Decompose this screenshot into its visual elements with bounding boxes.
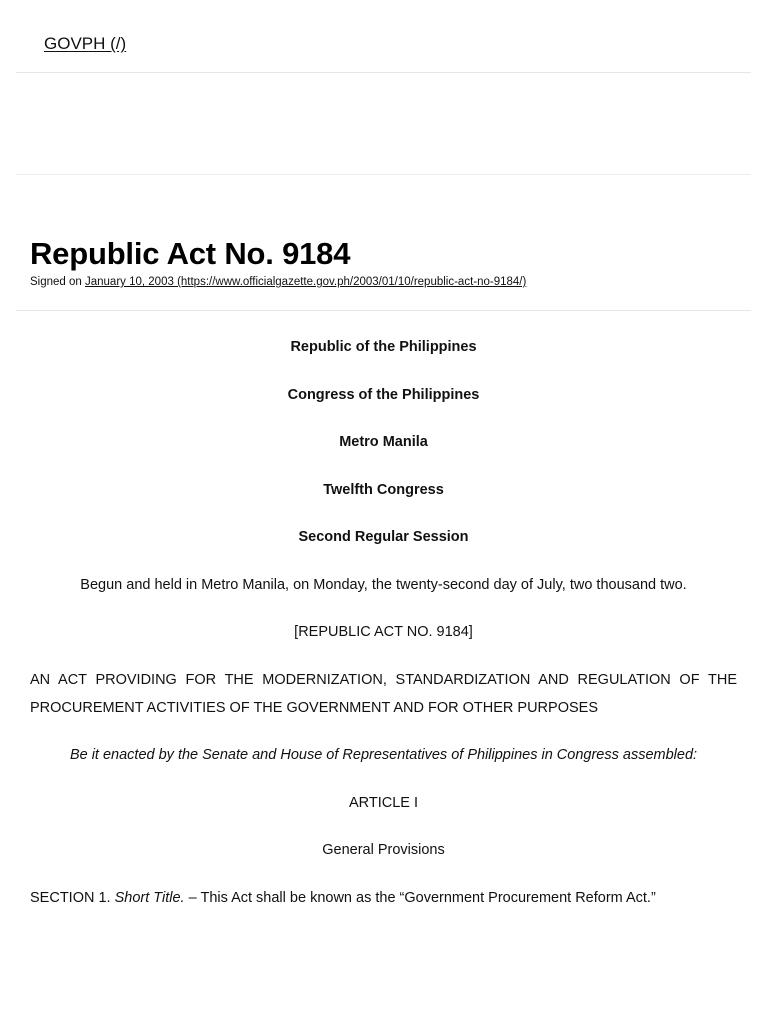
article-body [30, 333, 737, 912]
location-heading: Metro Manila [339, 434, 428, 450]
congress-heading: Congress of the Philippines [287, 386, 480, 403]
section-1 [30, 884, 737, 912]
section-1-title: Short Title. [114, 889, 185, 906]
page-title: Republic Act No. 9184 [30, 236, 351, 271]
session-heading: Second Regular Session [298, 529, 469, 545]
enacting-clause: Be it enacted by the Senate and House of Representatives of Philippines in Congress assembled: [69, 747, 698, 763]
act-number: [REPUBLIC ACT NO. 9184] [294, 624, 473, 640]
republic-heading: Republic of the Philippines [290, 339, 477, 355]
govph-link[interactable]: GOVPH (/) [44, 34, 127, 53]
article-header [16, 176, 751, 311]
article-name: General Provisions [322, 842, 445, 858]
signed-prefix: Signed on [30, 276, 82, 288]
congress-number-heading: Twelfth Congress [323, 481, 444, 498]
signed-date-line [30, 276, 526, 288]
signed-date-link[interactable]: January 10, 2003 (https://www.officialgazette.gov.ph/2003/01/10/republic-act-no-9184/) [85, 276, 527, 288]
section-1-label: SECTION 1. [30, 889, 111, 906]
article-heading: ARTICLE I [348, 794, 419, 811]
top-navigation-bar [16, 0, 751, 73]
begun-paragraph: Begun and held in Metro Manila, on Monday, the twenty-second day of July, two thousand two. [80, 576, 687, 593]
section-1-text: – This Act shall be known as the “Government Procurement Reform Act.” [188, 889, 656, 906]
banner-area [16, 73, 751, 175]
act-title: AN ACT PROVIDING FOR THE MODERNIZATION, STANDARDIZATION AND REGULATION OF THE PROCUREMENT ACTIVITIES OF THE GOVERNMENT AND FOR OTHER PURPOSES [30, 671, 737, 716]
